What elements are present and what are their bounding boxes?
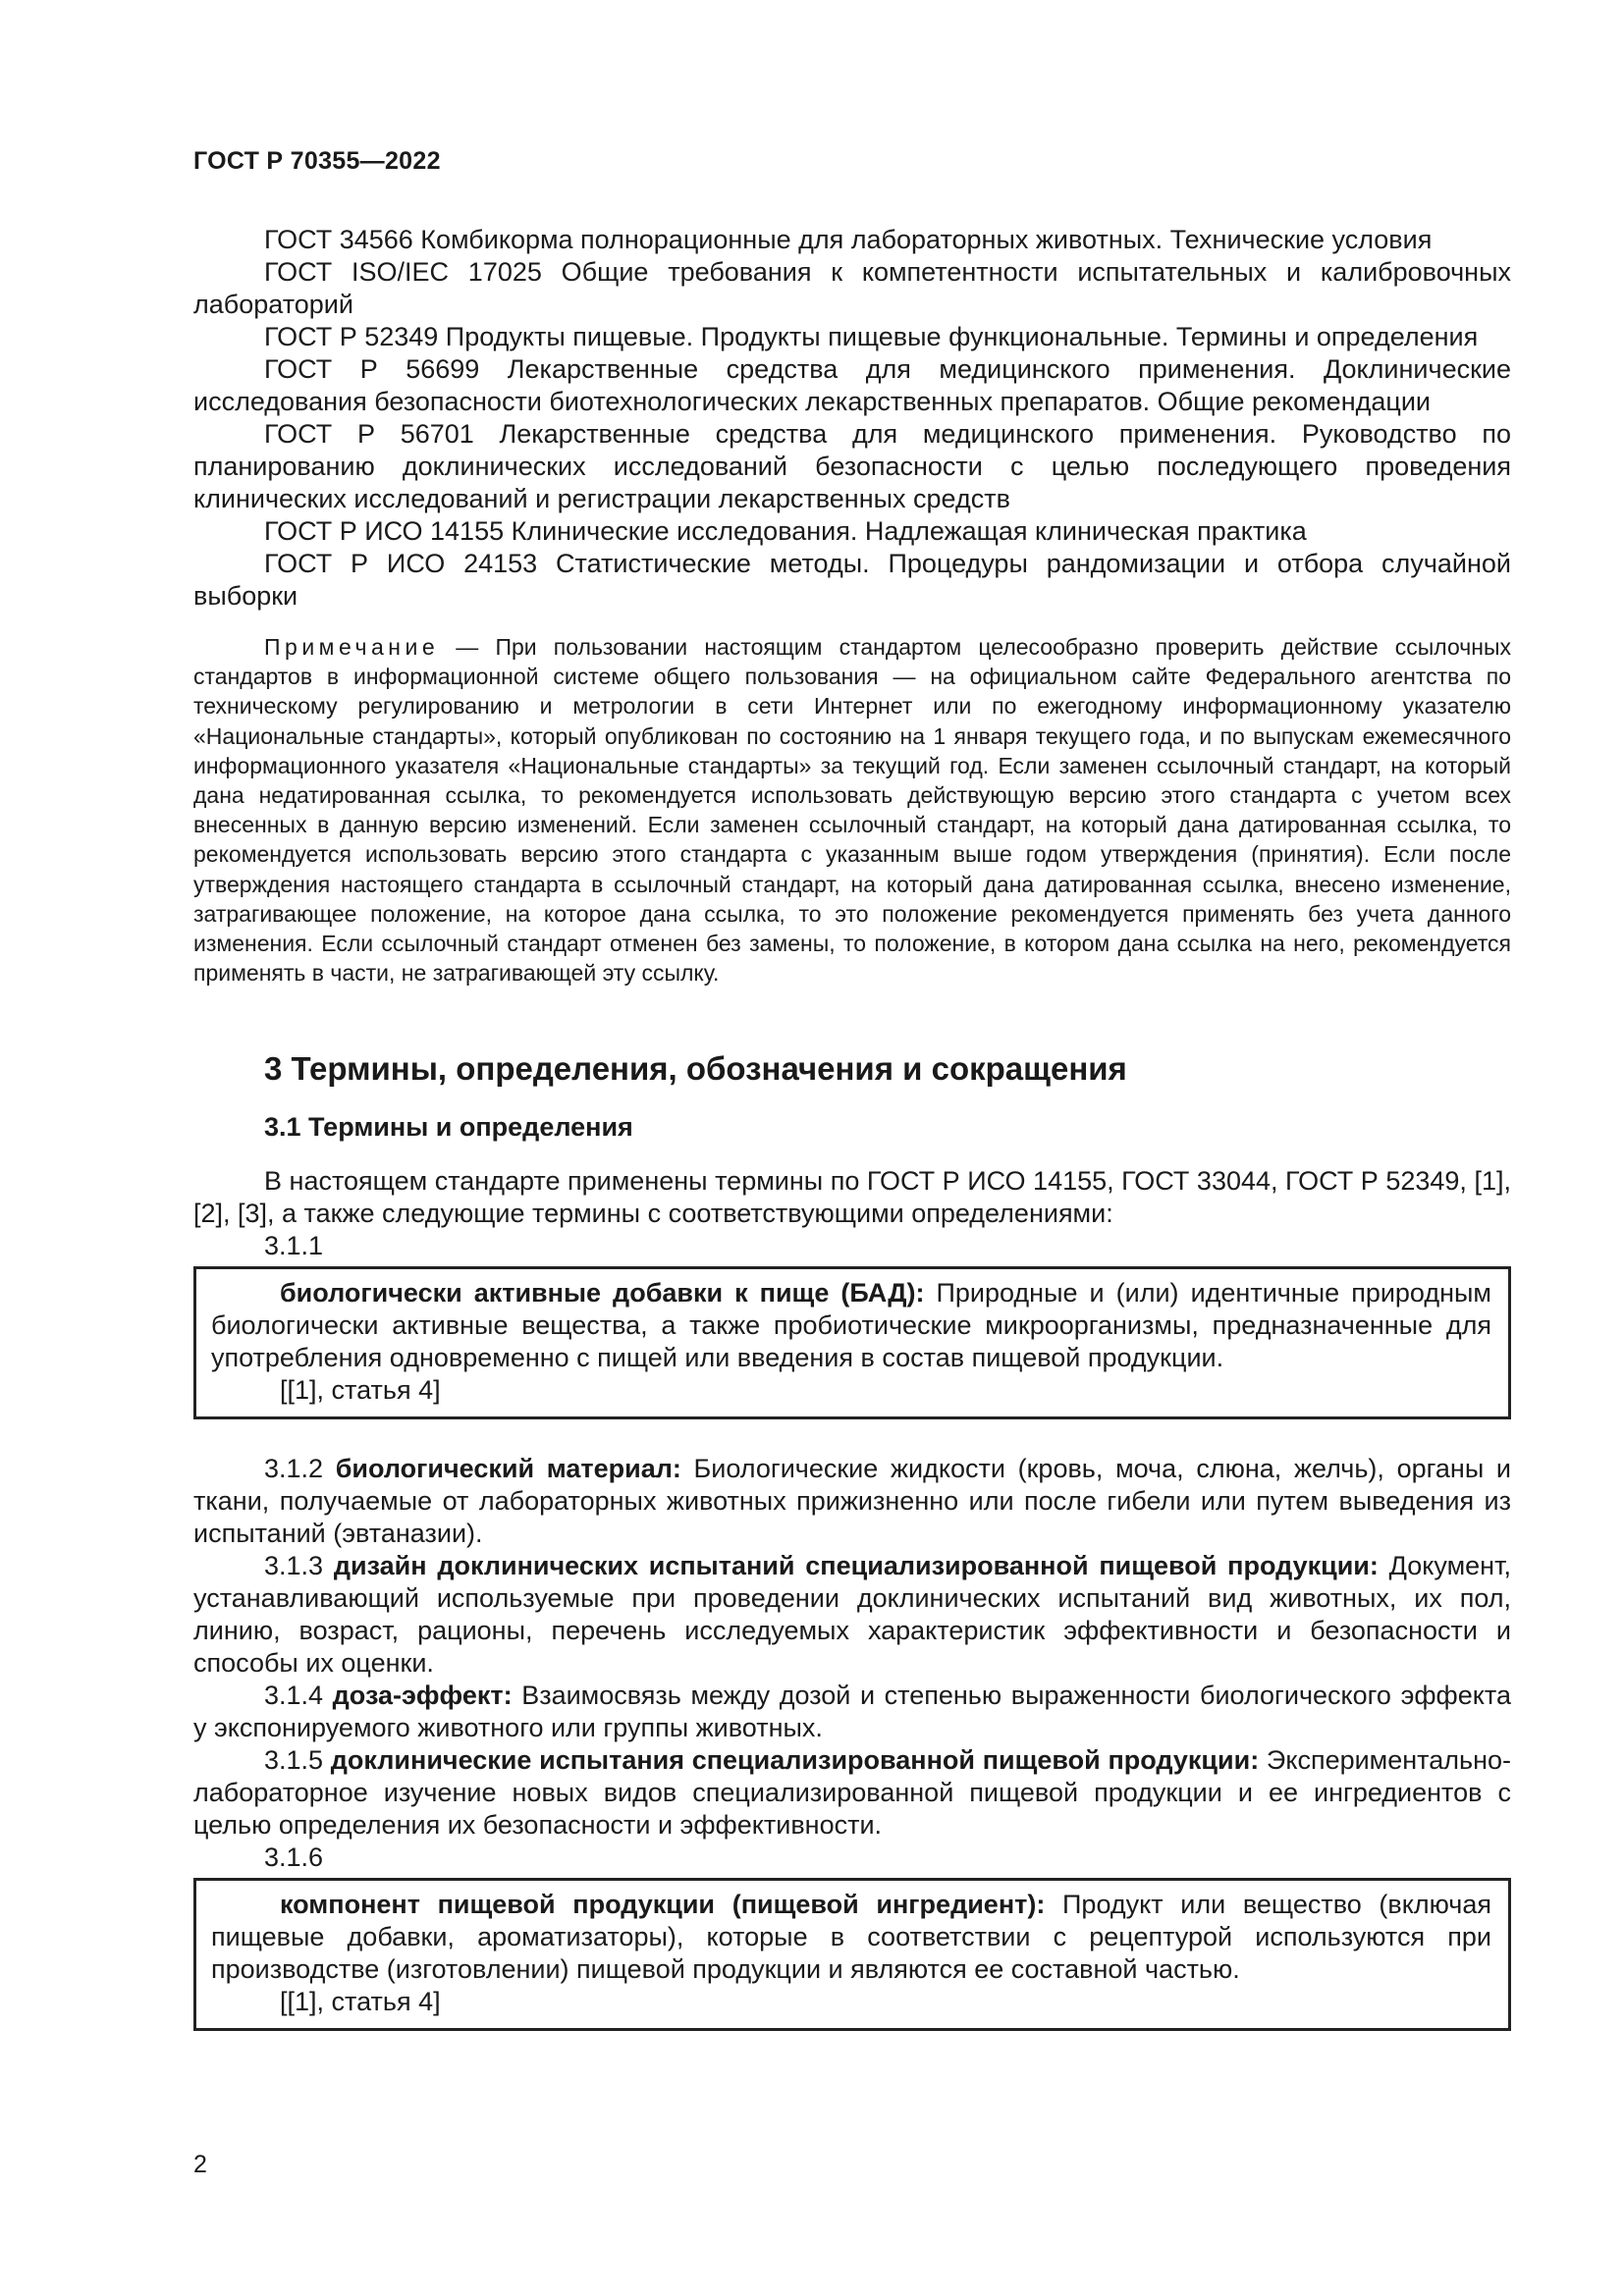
term-paragraph [193, 1453, 1511, 1550]
note-block [193, 632, 1511, 988]
document-header-code: ГОСТ Р 70355—2022 [193, 147, 441, 175]
term-name: доклинические испытания специализированной пищевой продукции: [330, 1745, 1260, 1776]
reference-item: ГОСТ 34566 Комбикорма полнорационные для лабораторных животных. Технические условия [264, 225, 1433, 254]
reference-item: ГОСТ Р 56701 Лекарственные средства для медицинского применения. Руководство по планированию доклинических исследований безопасности с целью последующего проведения клинических исследований и регистрации лекарственных средств [193, 419, 1511, 513]
term-name: компонент пищевой продукции (пищевой ингредиент): [280, 1890, 1046, 1920]
terms-list [193, 1453, 1511, 1842]
term-number: 3.1.3 [264, 1551, 334, 1581]
term-number: 3.1.4 [264, 1681, 333, 1711]
term-definition: Биологические жидкости (кровь, моча, слюна, желчь), органы и ткани, получаемые от лабораторных животных прижизненно или после гибели или путем выведения из испытаний (эвтаназии). [193, 1454, 1511, 1549]
term-number: 3.1.1 [264, 1231, 324, 1261]
section-intro: В настоящем стандарте применены термины по ГОСТ Р ИСО 14155, ГОСТ 33044, ГОСТ Р 52349, [1], [2], [3], а также следующие термины с соответствующими определениями: [193, 1166, 1511, 1229]
note-paragraph [193, 632, 1511, 988]
term-definition: Экспериментально-лабораторное изучение новых видов специализированной пищевой продукции и ее ингредиентов с целью определения их безопасности и эффективности. [193, 1745, 1511, 1841]
term-source: [[1], статья 4] [280, 1375, 441, 1406]
reference-item: ГОСТ Р ИСО 24153 Статистические методы. Процедуры рандомизации и отбора случайной выборки [193, 549, 1511, 611]
normative-references-list [193, 224, 1511, 613]
page-content [193, 224, 1511, 2031]
subsection-title: 3.1 Термины и определения [264, 1112, 633, 1143]
term-number: 3.1.5 [264, 1745, 331, 1776]
term-definition: Природные и (или) идентичные природным биологически активные вещества, а также пробиотические микроорганизмы, предназначенные для употребления одновременно с пищей или введения в состав пищевой продукции. [211, 1278, 1491, 1373]
term-definition: Продукт или вещество (включая пищевые добавки, ароматизаторы), которые в соответствии с рецептурой используются при производстве (изготовлении) пищевой продукции и являются ее составной частью. [211, 1890, 1492, 1985]
reference-item: ГОСТ Р 56699 Лекарственные средства для медицинского применения. Доклинические исследования безопасности биотехнологических лекарственных препаратов. Общие рекомендации [193, 354, 1511, 416]
term-number: 3.1.2 [264, 1454, 336, 1484]
term-name: дизайн доклинических испытаний специализированной пищевой продукции: [333, 1551, 1379, 1581]
term-name: биологический материал: [335, 1454, 681, 1484]
note-text: — При пользовании настоящим стандартом целесообразно проверить действие ссылочных стандартов в информационной системе общего пользования — на официальном сайте Федерального агентства по техническому регулированию и метрологии в сети Интернет или по ежегодному информационному указателю «Национальные стандарты», который опубликован по состоянию на 1 января текущего года, и по выпускам ежемесячного информационного указателя «Национальные стандарты» за текущий год. Если заменен ссылочный стандарт, на который дана недатированная ссылка, то рекомендуется использовать действующую версию этого стандарта с учетом всех внесенных в данную версию изменений. Если заменен ссылочный стандарт, на который дана датированная ссылка, то рекомендуется использовать версию этого стандарта с указанным выше годом утверждения (принятия). Если после утверждения настоящего стандарта в ссылочный стандарт, на который дана датированная ссылка, внесено изменение, затрагивающее положение, на которое дана ссылка, то это положение рекомендуется применять без учета данного изменения. Если ссылочный стандарт отменен без замены, то положение, в котором дана ссылка на него, рекомендуется применять в части, не затрагивающей эту ссылку. [193, 634, 1511, 987]
term-name: доза-эффект: [332, 1681, 513, 1711]
section-title: 3 Термины, определения, обозначения и сокращения [264, 1050, 1127, 1088]
reference-item: ГОСТ Р ИСО 14155 Клинические исследования. Надлежащая клиническая практика [264, 516, 1307, 546]
term-paragraph [193, 1550, 1511, 1680]
term-paragraph [193, 1744, 1511, 1842]
term-name: биологически активные добавки к пище (БАД): [280, 1278, 925, 1308]
term-source: [[1], статья 4] [280, 1987, 441, 2017]
term-box-3-1-1 [193, 1266, 1511, 1419]
reference-item: ГОСТ ISO/IEC 17025 Общие требования к компетентности испытательных и калибровочных лабораторий [193, 257, 1511, 319]
term-definition: Взаимосвязь между дозой и степенью выраженности биологического эффекта у экспонируемого животного или группы животных. [193, 1681, 1511, 1743]
note-label: Примечание [264, 634, 440, 660]
term-number: 3.1.6 [264, 1842, 324, 1873]
term-paragraph [193, 1680, 1511, 1744]
term-paragraph [211, 1277, 1491, 1374]
reference-item: ГОСТ Р 52349 Продукты пищевые. Продукты пищевые функциональные. Термины и определения [264, 322, 1479, 351]
term-paragraph [211, 1889, 1491, 1986]
term-definition: Документ, устанавливающий используемые при проведении доклинических испытаний вид животных, их пол, линию, возраст, рационы, перечень исследуемых характеристик эффективности и безопасности и способы их оценки. [193, 1551, 1511, 1679]
page-number: 2 [193, 2151, 207, 2178]
term-box-3-1-6 [193, 1878, 1511, 2031]
